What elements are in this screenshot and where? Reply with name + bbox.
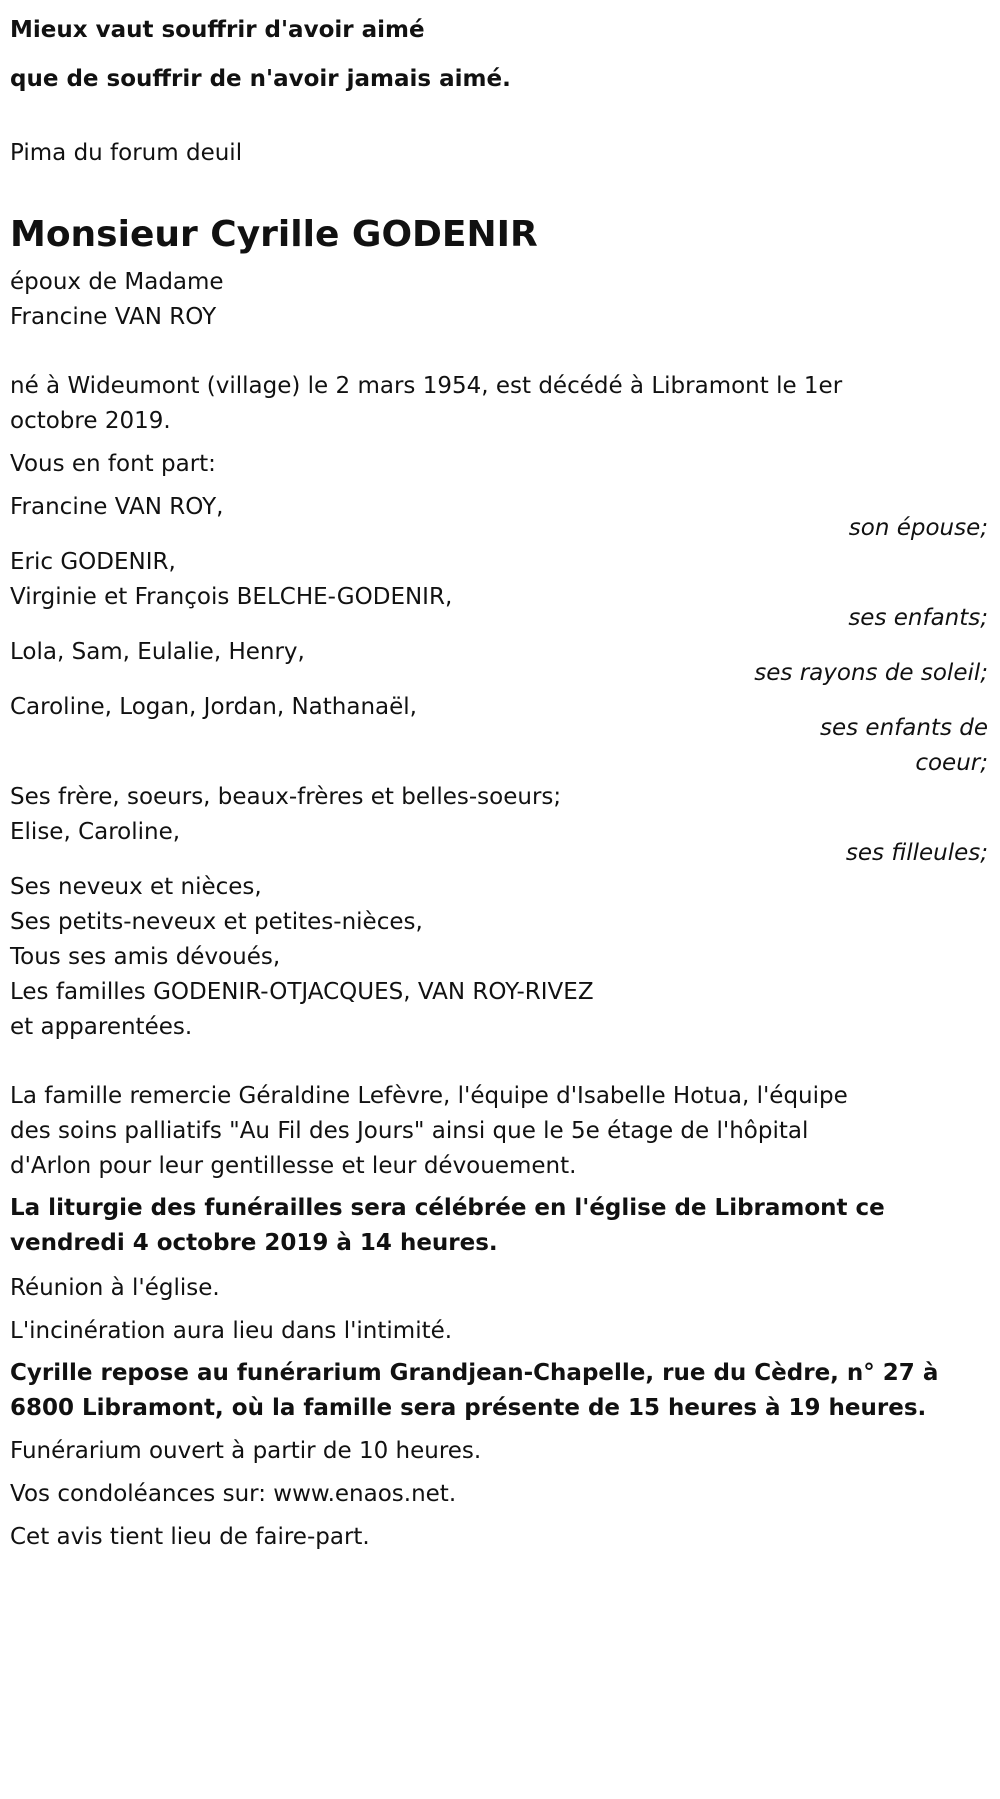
family-spouse: Francine VAN ROY,	[10, 494, 224, 520]
liturgy-line-1: La liturgie des funérailles sera célébrée en l'église de Libramont ce	[10, 1195, 885, 1221]
birth-death-info	[10, 366, 990, 441]
family-spouse-role: son épouse;	[848, 515, 988, 541]
opening-hours: Funérarium ouvert à partir de 10 heures.	[10, 1438, 482, 1464]
family-goddaughters-role: ses filleules;	[845, 840, 988, 866]
poster-name: Pima du forum deuil	[10, 140, 243, 166]
family-grandchildren-role: ses rayons de soleil;	[754, 660, 988, 686]
birth-death-line-2: octobre 2019.	[10, 408, 171, 434]
family-siblings: Ses frère, soeurs, beaux-frères et belles-soeurs;	[10, 784, 562, 810]
family-child-1: Eric GODENIR,	[10, 549, 176, 575]
family-friends: Tous ses amis dévoués,	[10, 944, 281, 970]
thanks-line-3: d'Arlon pour leur gentillesse et leur dévouement.	[10, 1153, 577, 1179]
family-grandchildren: Lola, Sam, Eulalie, Henry,	[10, 639, 305, 665]
thanks-line-1: La famille remercie Géraldine Lefèvre, l'équipe d'Isabelle Hotua, l'équipe	[10, 1083, 848, 1109]
announce: Vous en font part:	[10, 451, 216, 477]
family-heart-children: Caroline, Logan, Jordan, Nathanaël,	[10, 694, 417, 720]
family-families: Les familles GODENIR-OTJACQUES, VAN ROY-RIVEZ	[10, 979, 594, 1005]
notice: Cet avis tient lieu de faire-part.	[10, 1524, 370, 1550]
liturgy-line-2: vendredi 4 octobre 2019 à 14 heures.	[10, 1230, 498, 1256]
spouse-line-2: Francine VAN ROY	[10, 304, 217, 330]
quote-line-2: que de souffrir de n'avoir jamais aimé.	[10, 66, 511, 92]
meeting-info: Réunion à l'église.	[10, 1275, 220, 1301]
family-heart-children-role-2: coeur;	[915, 750, 988, 776]
funeral-home-line-2: 6800 Libramont, où la famille sera présente de 15 heures à 19 heures.	[10, 1395, 927, 1421]
family-nephews: Ses neveux et nièces,	[10, 874, 262, 900]
cremation-info: L'incinération aura lieu dans l'intimité.	[10, 1318, 453, 1344]
family-child-2: Virginie et François BELCHE-GODENIR,	[10, 584, 453, 610]
quote	[10, 6, 990, 104]
thanks	[10, 1076, 990, 1186]
thanks-line-2: des soins palliatifs "Au Fil des Jours" ainsi que le 5e étage de l'hôpital	[10, 1118, 809, 1144]
spouse-info	[10, 262, 990, 337]
deceased-name: Monsieur Cyrille GODENIR	[10, 214, 538, 255]
funeral-home	[10, 1353, 990, 1428]
family-children-role: ses enfants;	[848, 605, 988, 631]
family-goddaughters: Elise, Caroline,	[10, 819, 181, 845]
quote-line-1: Mieux vaut souffrir d'avoir aimé	[10, 17, 425, 43]
condolences: Vos condoléances sur: www.enaos.net.	[10, 1481, 457, 1507]
spouse-line-1: époux de Madame	[10, 269, 224, 295]
birth-death-line-1: né à Wideumont (village) le 2 mars 1954, est décédé à Libramont le 1er	[10, 373, 843, 399]
family-heart-children-role-1: ses enfants de	[820, 715, 988, 741]
funeral-home-line-1: Cyrille repose au funérarium Grandjean-Chapelle, rue du Cèdre, n° 27 à	[10, 1360, 939, 1386]
liturgy	[10, 1188, 990, 1263]
family-related: et apparentées.	[10, 1014, 193, 1040]
family-grandnephews: Ses petits-neveux et petites-nièces,	[10, 909, 423, 935]
